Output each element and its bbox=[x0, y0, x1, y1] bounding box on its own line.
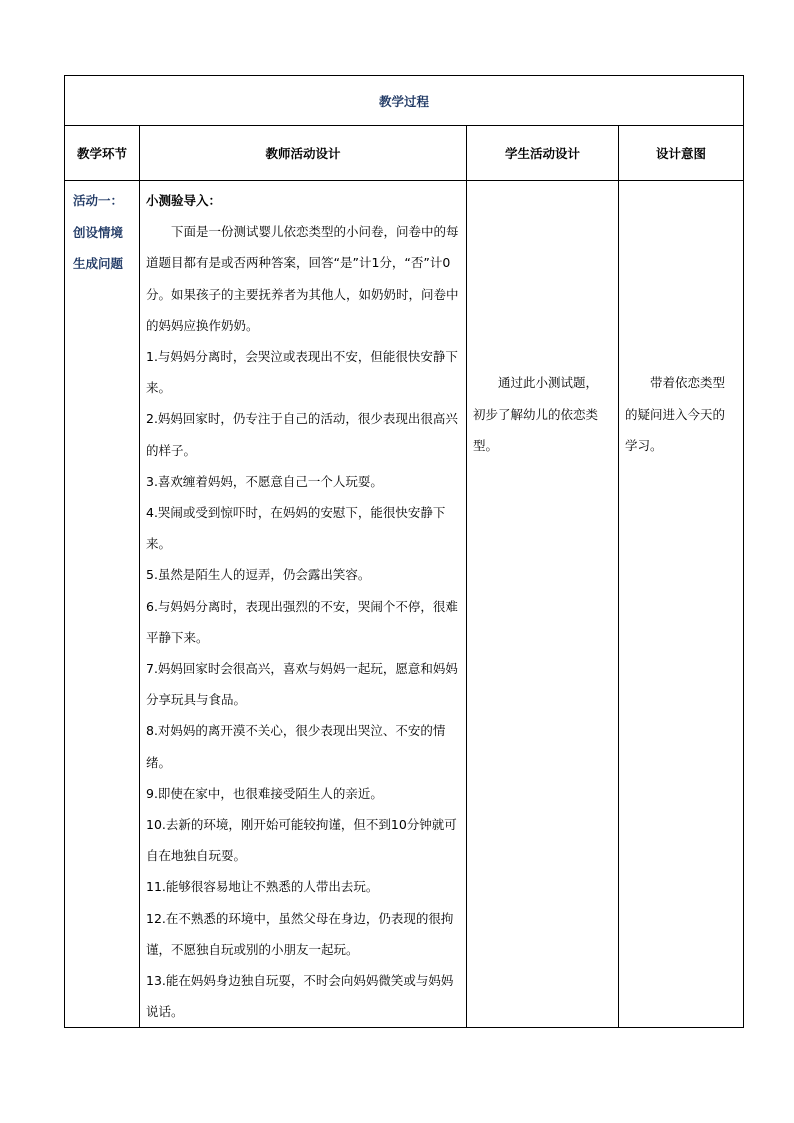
student-activity-text: 通过此小测试题，初步了解幼儿的依恋类型。 bbox=[473, 375, 599, 453]
table-title: 教学过程 bbox=[65, 76, 744, 126]
question-item: 10.去新的环境，刚开始可能较拘谨，但不到10分钟就可自在地独自玩耍。 bbox=[146, 817, 457, 864]
design-intent-cell bbox=[619, 181, 744, 1028]
teacher-activity-cell bbox=[140, 181, 467, 1028]
table-header-row bbox=[65, 126, 744, 181]
header-design-intent: 设计意图 bbox=[619, 126, 744, 181]
student-activity-cell bbox=[467, 181, 619, 1028]
question-item: 6.与妈妈分离时，表现出强烈的不安，哭闹个不停，很难平静下来。 bbox=[146, 598, 458, 645]
question-item: 11.能够很容易地让不熟悉的人带出去玩。 bbox=[146, 879, 379, 895]
header-teacher-activity: 教师活动设计 bbox=[140, 126, 467, 181]
question-item: 4.哭闹或受到惊吓时，在妈妈的安慰下，能很快安静下来。 bbox=[146, 505, 446, 552]
stage-line: 活动一： bbox=[73, 193, 124, 208]
header-student-activity: 学生活动设计 bbox=[467, 126, 619, 181]
activity-row bbox=[65, 181, 744, 1028]
design-intent-text: 带着依恋类型的疑问进入今天的学习。 bbox=[625, 375, 726, 453]
question-item: 1.与妈妈分离时，会哭泣或表现出不安，但能很快安静下来。 bbox=[146, 349, 458, 396]
question-item: 12.在不熟悉的环境中，虽然父母在身边，仍表现的很拘谨，不愿独自玩或别的小朋友一起玩。 bbox=[146, 910, 454, 957]
table-title-row bbox=[65, 76, 744, 126]
teacher-intro: 下面是一份测试婴儿依恋类型的小问卷，问卷中的每道题目都有是或否两种答案，回答“是”计1分，“否”计0分。如果孩子的主要抚养者为其他人，如奶奶时，问卷中的妈妈应换作奶奶。 bbox=[146, 224, 459, 333]
teaching-process-table bbox=[64, 75, 744, 1028]
header-stage: 教学环节 bbox=[65, 126, 140, 181]
question-item: 5.虽然是陌生人的逗弄，仍会露出笑容。 bbox=[146, 567, 371, 583]
teacher-heading: 小测验导入： bbox=[146, 193, 222, 208]
question-item: 13.能在妈妈身边独自玩耍，不时会向妈妈微笑或与妈妈说话。 bbox=[146, 973, 454, 1020]
question-item: 7.妈妈回家时会很高兴，喜欢与妈妈一起玩，愿意和妈妈分享玩具与食品。 bbox=[146, 661, 458, 708]
question-item: 9.即使在家中，也很难接受陌生人的亲近。 bbox=[146, 785, 383, 801]
stage-line: 生成问题 bbox=[73, 256, 124, 271]
question-item: 8.对妈妈的离开漠不关心，很少表现出哭泣、不安的情绪。 bbox=[146, 723, 446, 770]
stage-cell bbox=[65, 181, 140, 1028]
stage-line: 创设情境 bbox=[73, 224, 124, 240]
question-item: 2.妈妈回家时，仍专注于自己的活动，很少表现出很高兴的样子。 bbox=[146, 411, 458, 458]
question-item: 3.喜欢缠着妈妈，不愿意自己一个人玩耍。 bbox=[146, 473, 383, 489]
